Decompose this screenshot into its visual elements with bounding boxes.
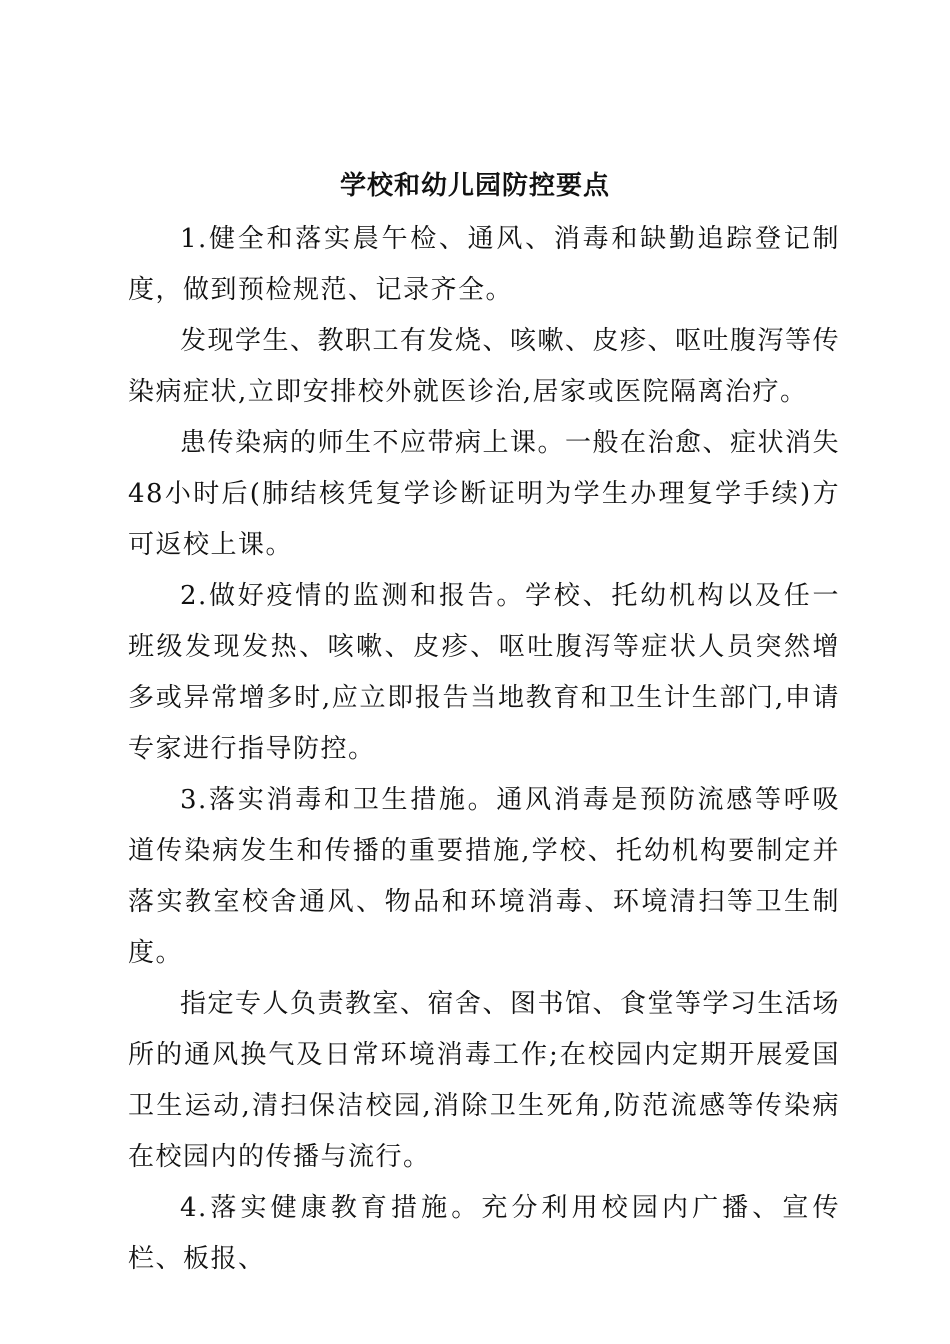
paragraph-7: 4.落实健康教育措施。充分利用校园内广播、宣传栏、板报、	[128, 1193, 840, 1274]
paragraph-2: 发现学生、教职工有发烧、咳嗽、皮疹、呕吐腹泻等传染病症状,立即安排校外就医诊治,居家或医院隔离治疗。	[128, 326, 841, 407]
paragraph-4: 2.做好疫情的监测和报告。学校、托幼机构以及任一班级发现发热、咳嗽、皮疹、呕吐腹泻等症状人员突然增多或异常增多时,应立即报告当地教育和卫生计生部门,申请专家进行指导防控。	[128, 581, 840, 764]
document-title: 学校和幼儿园防控要点	[339, 171, 610, 201]
paragraph-6: 指定专人负责教室、宿舍、图书馆、食堂等学习生活场所的通风换气及日常环境消毒工作;在校园内定期开展爱国卫生运动,清扫保洁校园,消除卫生死角,防范流感等传染病在校园内的传播与流行。	[128, 989, 841, 1172]
paragraph-1: 1.健全和落实晨午检、通风、消毒和缺勤追踪登记制度，做到预检规范、记录齐全。	[128, 224, 840, 305]
paragraph-3: 患传染病的师生不应带病上课。一般在治愈、症状消失48小时后(肺结核凭复学诊断证明为学生办理复学手续)方可返校上课。	[128, 428, 841, 560]
paragraph-5: 3.落实消毒和卫生措施。通风消毒是预防流感等呼吸道传染病发生和传播的重要措施,学校、托幼机构要制定并落实教室校舍通风、物品和环境消毒、环境清扫等卫生制度。	[128, 785, 840, 968]
document-body	[128, 214, 840, 1285]
